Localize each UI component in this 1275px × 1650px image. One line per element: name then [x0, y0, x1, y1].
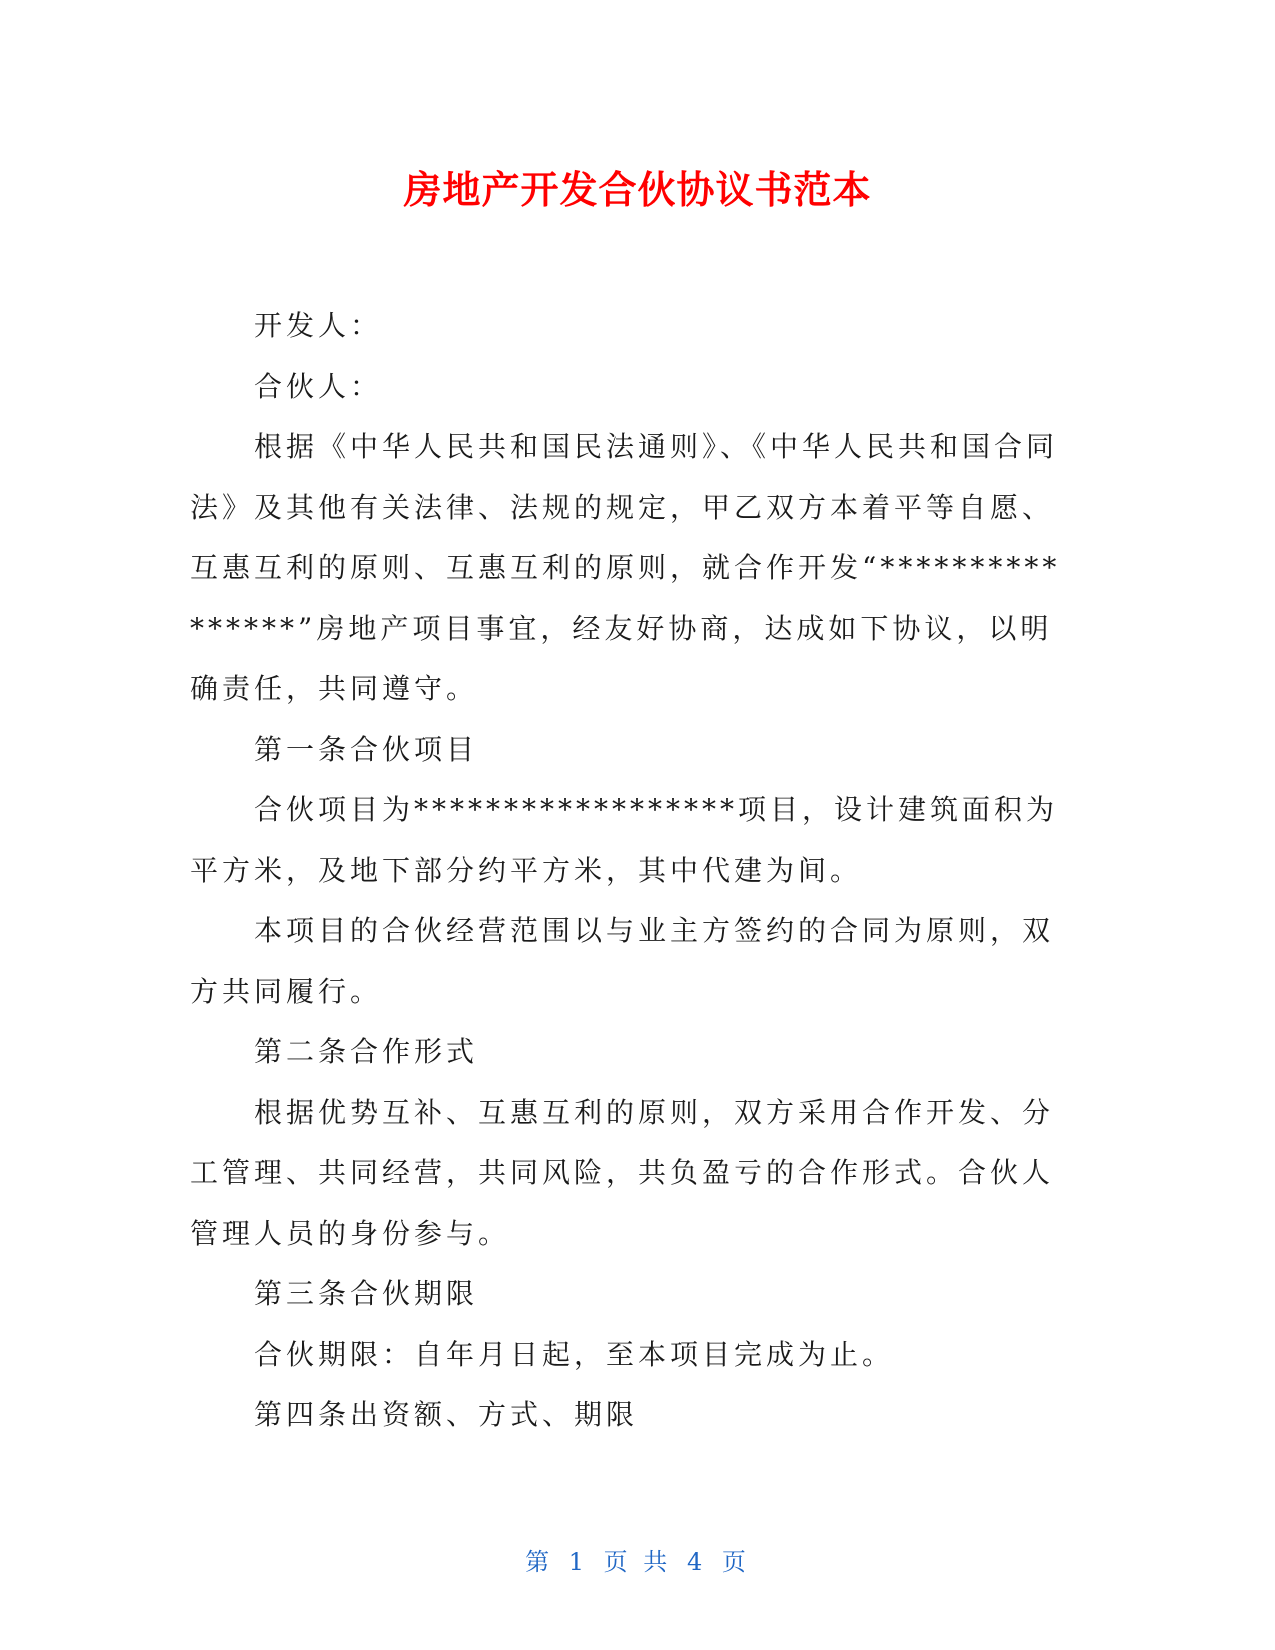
document-title: 房地产开发合伙协议书范本: [403, 168, 872, 212]
paragraph-project: 合伙项目为******************项目，设计建筑面积为平方米，及地下部分约平方米，其中代建为间。: [190, 793, 1059, 887]
paragraph-developer: 开发人：: [254, 309, 383, 342]
page-footer: [0, 1542, 1275, 1577]
footer-page-mid: 页 共: [603, 1548, 672, 1576]
footer-page-suffix: 页: [721, 1548, 750, 1576]
footer-current-page: 1: [568, 1548, 589, 1576]
paragraph-preamble: 根据《中华人民共和国民法通则》、《中华人民共和国合同法》及其他有关法律、法规的规定，甲乙双方本着平等自愿、互惠互利的原则、互惠互利的原则，就合作开发“****************”房地产项目事宜，经友好协商，达成如下协议，以明确责任，共同遵守。: [190, 430, 1061, 705]
footer-total-pages: 4: [686, 1548, 707, 1576]
paragraph-form: 根据优势互补、互惠互利的原则，双方采用合作开发、分工管理、共同经营，共同风险，共负盈亏的合作形式。合伙人管理人员的身份参与。: [190, 1095, 1055, 1250]
article-1-heading: 第一条合伙项目: [254, 732, 479, 766]
footer-page-prefix: 第: [525, 1548, 554, 1576]
article-3-heading: 第三条合伙期限: [254, 1277, 479, 1310]
paragraph-partner: 合伙人：: [254, 369, 383, 403]
article-4-heading: 第四条出资额、方式、期限: [254, 1398, 639, 1431]
paragraph-scope: 本项目的合伙经营范围以与业主方签约的合同为原则，双方共同履行。: [190, 914, 1055, 1008]
article-2-heading: 第二条合作形式: [254, 1035, 479, 1068]
document-body: [190, 296, 1070, 1446]
paragraph-term: 合伙期限：自年月日起，至本项目完成为止。: [254, 1337, 895, 1371]
